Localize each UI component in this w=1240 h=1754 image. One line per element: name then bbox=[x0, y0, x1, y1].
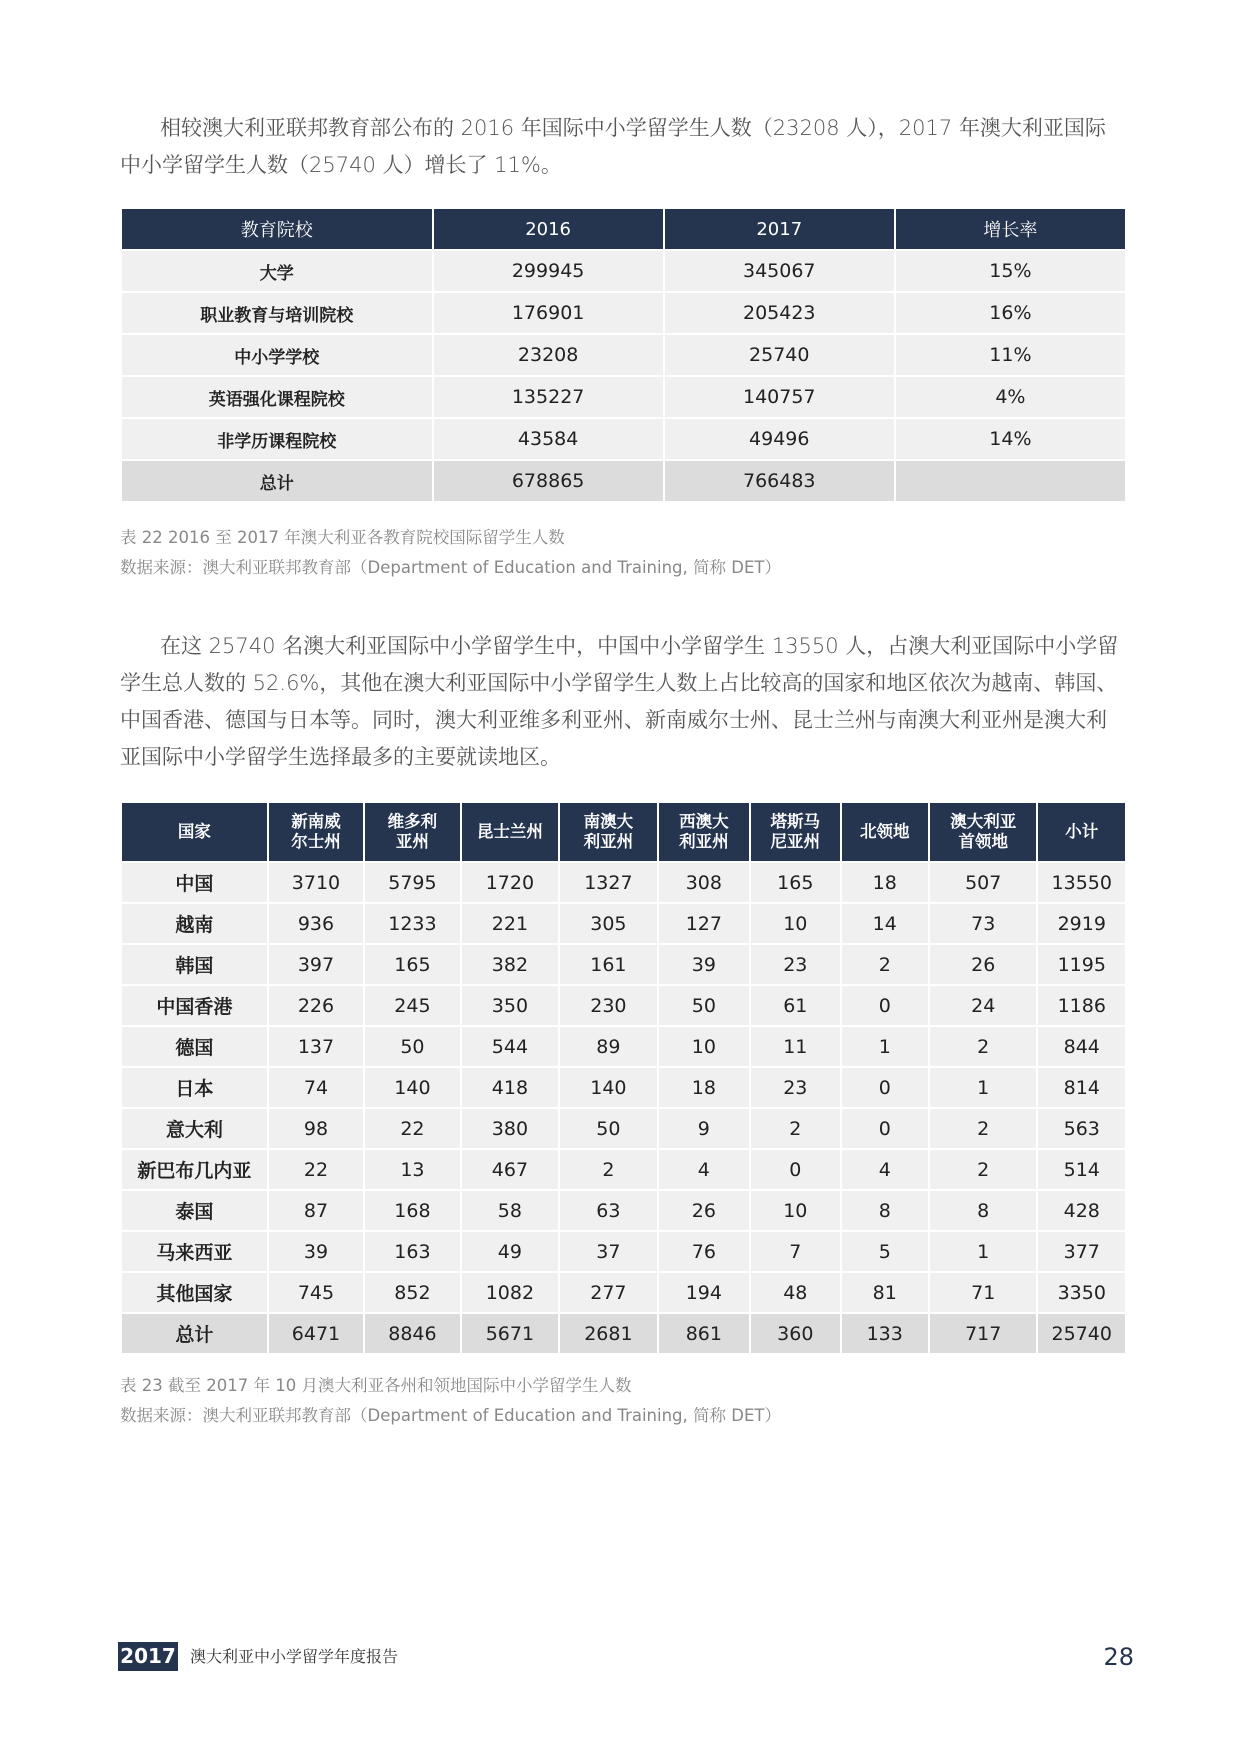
column-header-line: 昆士兰州 bbox=[476, 822, 543, 841]
table-cell: 127 bbox=[658, 903, 750, 944]
table-cell: 165 bbox=[364, 944, 460, 985]
table-cell: 163 bbox=[364, 1231, 460, 1272]
column-header bbox=[559, 802, 657, 862]
total-row bbox=[121, 1313, 1126, 1354]
table-cell: 814 bbox=[1037, 1067, 1126, 1108]
intro-paragraph: 相较澳大利亚联邦教育部公布的 2016 年国际中小学留学生人数（23208 人），2017 年澳大利亚国际中小学留学生人数（25740 人）增长了 11%。 bbox=[120, 116, 1106, 177]
table-row bbox=[121, 418, 1126, 460]
table-cell: 1186 bbox=[1037, 985, 1126, 1026]
table-cell: 10 bbox=[750, 1190, 840, 1231]
table-row bbox=[121, 1149, 1126, 1190]
total-cell: 133 bbox=[841, 1313, 929, 1354]
table-cell: 89 bbox=[559, 1026, 657, 1067]
table-cell: 194 bbox=[658, 1272, 750, 1313]
row-label: 大学 bbox=[121, 250, 433, 292]
footer-report-title: 澳大利亚中小学留学年度报告 bbox=[190, 1647, 399, 1666]
table-cell: 63 bbox=[559, 1190, 657, 1231]
column-header bbox=[461, 802, 559, 862]
footer-year-badge: 2017 bbox=[118, 1642, 178, 1671]
table-row bbox=[121, 1026, 1126, 1067]
total-cell: 861 bbox=[658, 1313, 750, 1354]
table-row bbox=[121, 1272, 1126, 1313]
analysis-paragraph: 在这 25740 名澳大利亚国际中小学留学生中，中国中小学留学生 13550 人，占澳大利亚国际中小学留学生总人数的 52.6%，其他在澳大利亚国际中小学留学生人数上占比较高的国家和地区依次为越南、韩国、中国香港、德国与日本等。同时，澳大利亚维多利亚州、新南威尔士州、昆士兰州与南澳大利亚州是澳大利亚国际中小学留学生选择最多的主要就读地区。 bbox=[120, 634, 1119, 769]
table-row bbox=[121, 1067, 1126, 1108]
table-cell: 76 bbox=[658, 1231, 750, 1272]
table-cell: 23208 bbox=[433, 334, 664, 376]
total-cell bbox=[895, 460, 1126, 502]
table-cell: 50 bbox=[559, 1108, 657, 1149]
table-cell: 176901 bbox=[433, 292, 664, 334]
table-cell: 11 bbox=[750, 1026, 840, 1067]
table-cell: 7 bbox=[750, 1231, 840, 1272]
table-cell: 81 bbox=[841, 1272, 929, 1313]
table-cell: 299945 bbox=[433, 250, 664, 292]
table-cell: 380 bbox=[461, 1108, 559, 1149]
total-row bbox=[121, 460, 1126, 502]
column-header-line: 南澳大 bbox=[583, 812, 634, 831]
table-cell: 418 bbox=[461, 1067, 559, 1108]
column-header bbox=[121, 802, 268, 862]
table-cell: 844 bbox=[1037, 1026, 1126, 1067]
row-label: 非学历课程院校 bbox=[121, 418, 433, 460]
table-cell: 1327 bbox=[559, 862, 657, 903]
table-cell: 135227 bbox=[433, 376, 664, 418]
table-cell: 18 bbox=[841, 862, 929, 903]
table-cell: 245 bbox=[364, 985, 460, 1026]
table-row bbox=[121, 903, 1126, 944]
table-cell: 39 bbox=[658, 944, 750, 985]
column-header-line: 利亚州 bbox=[679, 832, 729, 851]
table-cell: 4 bbox=[841, 1149, 929, 1190]
table-cell: 22 bbox=[364, 1108, 460, 1149]
table-row bbox=[121, 862, 1126, 903]
table-cell: 745 bbox=[268, 1272, 364, 1313]
table-cell: 852 bbox=[364, 1272, 460, 1313]
table-cell: 61 bbox=[750, 985, 840, 1026]
table-cell: 18 bbox=[658, 1067, 750, 1108]
table-cell: 48 bbox=[750, 1272, 840, 1313]
table-row bbox=[121, 985, 1126, 1026]
table-cell: 397 bbox=[268, 944, 364, 985]
table-cell: 168 bbox=[364, 1190, 460, 1231]
table-row bbox=[121, 1108, 1126, 1149]
total-cell: 2681 bbox=[559, 1313, 657, 1354]
table-cell: 936 bbox=[268, 903, 364, 944]
table-cell: 563 bbox=[1037, 1108, 1126, 1149]
table-cell: 2 bbox=[841, 944, 929, 985]
row-label: 新巴布几内亚 bbox=[121, 1149, 268, 1190]
table-cell: 10 bbox=[658, 1026, 750, 1067]
table-cell: 23 bbox=[750, 944, 840, 985]
table-cell: 277 bbox=[559, 1272, 657, 1313]
column-header bbox=[929, 802, 1038, 862]
column-header bbox=[750, 802, 840, 862]
table-header-row bbox=[121, 208, 1126, 250]
table-cell: 0 bbox=[841, 1067, 929, 1108]
table-cell: 8 bbox=[929, 1190, 1038, 1231]
total-cell: 5671 bbox=[461, 1313, 559, 1354]
table-cell: 428 bbox=[1037, 1190, 1126, 1231]
total-cell: 360 bbox=[750, 1313, 840, 1354]
table-23-caption bbox=[120, 1371, 781, 1431]
table-cell: 50 bbox=[658, 985, 750, 1026]
table-cell: 1 bbox=[929, 1067, 1038, 1108]
table-cell: 5 bbox=[841, 1231, 929, 1272]
column-header-line: 亚州 bbox=[395, 832, 429, 851]
column-header-line: 尼亚州 bbox=[770, 832, 821, 851]
table-cell: 9 bbox=[658, 1108, 750, 1149]
table-row bbox=[121, 292, 1126, 334]
total-cell: 25740 bbox=[1037, 1313, 1126, 1354]
column-header: 增长率 bbox=[895, 208, 1126, 250]
table-cell: 10 bbox=[750, 903, 840, 944]
column-header-line: 小计 bbox=[1065, 822, 1099, 841]
table-row bbox=[121, 1231, 1126, 1272]
table-cell: 226 bbox=[268, 985, 364, 1026]
column-header bbox=[1037, 802, 1126, 862]
table-cell: 1195 bbox=[1037, 944, 1126, 985]
table-cell: 39 bbox=[268, 1231, 364, 1272]
caption-source: 数据来源：澳大利亚联邦教育部（Department of Education and Training, 简称 DET） bbox=[120, 558, 781, 577]
table-cell: 140 bbox=[364, 1067, 460, 1108]
table-cell: 14% bbox=[895, 418, 1126, 460]
column-header: 2017 bbox=[664, 208, 895, 250]
total-cell: 678865 bbox=[433, 460, 664, 502]
state-table bbox=[120, 801, 1127, 1355]
total-label: 总计 bbox=[121, 1313, 268, 1354]
table-cell: 49496 bbox=[664, 418, 895, 460]
column-header bbox=[658, 802, 750, 862]
table-cell: 140757 bbox=[664, 376, 895, 418]
column-header-line: 国家 bbox=[177, 822, 211, 841]
table-cell: 4 bbox=[658, 1149, 750, 1190]
row-label: 中国 bbox=[121, 862, 268, 903]
total-cell: 8846 bbox=[364, 1313, 460, 1354]
table-cell: 37 bbox=[559, 1231, 657, 1272]
table-cell: 1720 bbox=[461, 862, 559, 903]
row-label: 其他国家 bbox=[121, 1272, 268, 1313]
caption-source: 数据来源：澳大利亚联邦教育部（Department of Education and Training, 简称 DET） bbox=[120, 1406, 781, 1425]
table-cell: 0 bbox=[841, 985, 929, 1026]
table-cell: 514 bbox=[1037, 1149, 1126, 1190]
column-header: 教育院校 bbox=[121, 208, 433, 250]
total-cell: 766483 bbox=[664, 460, 895, 502]
row-label: 职业教育与培训院校 bbox=[121, 292, 433, 334]
table-cell: 2 bbox=[559, 1149, 657, 1190]
table-cell: 50 bbox=[364, 1026, 460, 1067]
table-cell: 4% bbox=[895, 376, 1126, 418]
institution-table bbox=[120, 207, 1127, 503]
table-header-row bbox=[121, 802, 1126, 862]
table-cell: 22 bbox=[268, 1149, 364, 1190]
table-cell: 15% bbox=[895, 250, 1126, 292]
table-cell: 3350 bbox=[1037, 1272, 1126, 1313]
caption-title: 表 23 截至 2017 年 10 月澳大利亚各州和领地国际中小学留学生人数 bbox=[120, 1376, 632, 1395]
table-cell: 221 bbox=[461, 903, 559, 944]
row-label: 日本 bbox=[121, 1067, 268, 1108]
column-header bbox=[268, 802, 364, 862]
table-cell: 2 bbox=[929, 1149, 1038, 1190]
table-cell: 8 bbox=[841, 1190, 929, 1231]
table-cell: 205423 bbox=[664, 292, 895, 334]
table-cell: 507 bbox=[929, 862, 1038, 903]
table-cell: 24 bbox=[929, 985, 1038, 1026]
table-cell: 26 bbox=[929, 944, 1038, 985]
table-row bbox=[121, 1190, 1126, 1231]
table-cell: 25740 bbox=[664, 334, 895, 376]
table-cell: 0 bbox=[841, 1108, 929, 1149]
caption-title: 表 22 2016 至 2017 年澳大利亚各教育院校国际留学生人数 bbox=[120, 528, 565, 547]
column-header bbox=[841, 802, 929, 862]
total-cell: 6471 bbox=[268, 1313, 364, 1354]
table-cell: 305 bbox=[559, 903, 657, 944]
page-number: 28 bbox=[1103, 1643, 1134, 1671]
table-cell: 1 bbox=[841, 1026, 929, 1067]
row-label: 泰国 bbox=[121, 1190, 268, 1231]
table-cell: 13 bbox=[364, 1149, 460, 1190]
table-cell: 73 bbox=[929, 903, 1038, 944]
column-header-line: 新南威 bbox=[291, 812, 341, 831]
column-header-line: 西澳大 bbox=[679, 812, 729, 831]
table-cell: 2919 bbox=[1037, 903, 1126, 944]
column-header-line: 维多利 bbox=[387, 812, 438, 831]
column-header-line: 北领地 bbox=[859, 822, 910, 841]
table-cell: 382 bbox=[461, 944, 559, 985]
column-header-line: 塔斯马 bbox=[770, 812, 821, 831]
table-cell: 43584 bbox=[433, 418, 664, 460]
table-cell: 544 bbox=[461, 1026, 559, 1067]
row-label: 意大利 bbox=[121, 1108, 268, 1149]
table-cell: 14 bbox=[841, 903, 929, 944]
table-cell: 13550 bbox=[1037, 862, 1126, 903]
table-22-caption bbox=[120, 523, 781, 583]
column-header-line: 尔士州 bbox=[291, 832, 341, 851]
row-label: 韩国 bbox=[121, 944, 268, 985]
table-cell: 0 bbox=[750, 1149, 840, 1190]
row-label: 德国 bbox=[121, 1026, 268, 1067]
table-cell: 377 bbox=[1037, 1231, 1126, 1272]
table-cell: 350 bbox=[461, 985, 559, 1026]
table-cell: 49 bbox=[461, 1231, 559, 1272]
table-cell: 98 bbox=[268, 1108, 364, 1149]
table-cell: 165 bbox=[750, 862, 840, 903]
column-header-line: 利亚州 bbox=[583, 832, 634, 851]
row-label: 英语强化课程院校 bbox=[121, 376, 433, 418]
total-cell: 717 bbox=[929, 1313, 1038, 1354]
table-cell: 1233 bbox=[364, 903, 460, 944]
table-cell: 2 bbox=[929, 1108, 1038, 1149]
table-cell: 140 bbox=[559, 1067, 657, 1108]
row-label: 中小学学校 bbox=[121, 334, 433, 376]
column-header: 2016 bbox=[433, 208, 664, 250]
table-cell: 345067 bbox=[664, 250, 895, 292]
table-cell: 1 bbox=[929, 1231, 1038, 1272]
table-cell: 23 bbox=[750, 1067, 840, 1108]
table-row bbox=[121, 334, 1126, 376]
column-header-line: 澳大利亚 bbox=[950, 812, 1017, 831]
table-cell: 308 bbox=[658, 862, 750, 903]
row-label: 中国香港 bbox=[121, 985, 268, 1026]
row-label: 马来西亚 bbox=[121, 1231, 268, 1272]
table-cell: 230 bbox=[559, 985, 657, 1026]
table-cell: 161 bbox=[559, 944, 657, 985]
total-label: 总计 bbox=[121, 460, 433, 502]
table-cell: 16% bbox=[895, 292, 1126, 334]
table-row bbox=[121, 376, 1126, 418]
table-cell: 58 bbox=[461, 1190, 559, 1231]
table-cell: 87 bbox=[268, 1190, 364, 1231]
table-cell: 2 bbox=[929, 1026, 1038, 1067]
table-cell: 71 bbox=[929, 1272, 1038, 1313]
column-header bbox=[364, 802, 460, 862]
table-cell: 467 bbox=[461, 1149, 559, 1190]
table-row bbox=[121, 250, 1126, 292]
table-row bbox=[121, 944, 1126, 985]
table-cell: 1082 bbox=[461, 1272, 559, 1313]
table-cell: 2 bbox=[750, 1108, 840, 1149]
table-cell: 11% bbox=[895, 334, 1126, 376]
table-cell: 137 bbox=[268, 1026, 364, 1067]
table-cell: 5795 bbox=[364, 862, 460, 903]
row-label: 越南 bbox=[121, 903, 268, 944]
table-cell: 74 bbox=[268, 1067, 364, 1108]
column-header-line: 首领地 bbox=[958, 832, 1008, 851]
table-cell: 3710 bbox=[268, 862, 364, 903]
table-cell: 26 bbox=[658, 1190, 750, 1231]
